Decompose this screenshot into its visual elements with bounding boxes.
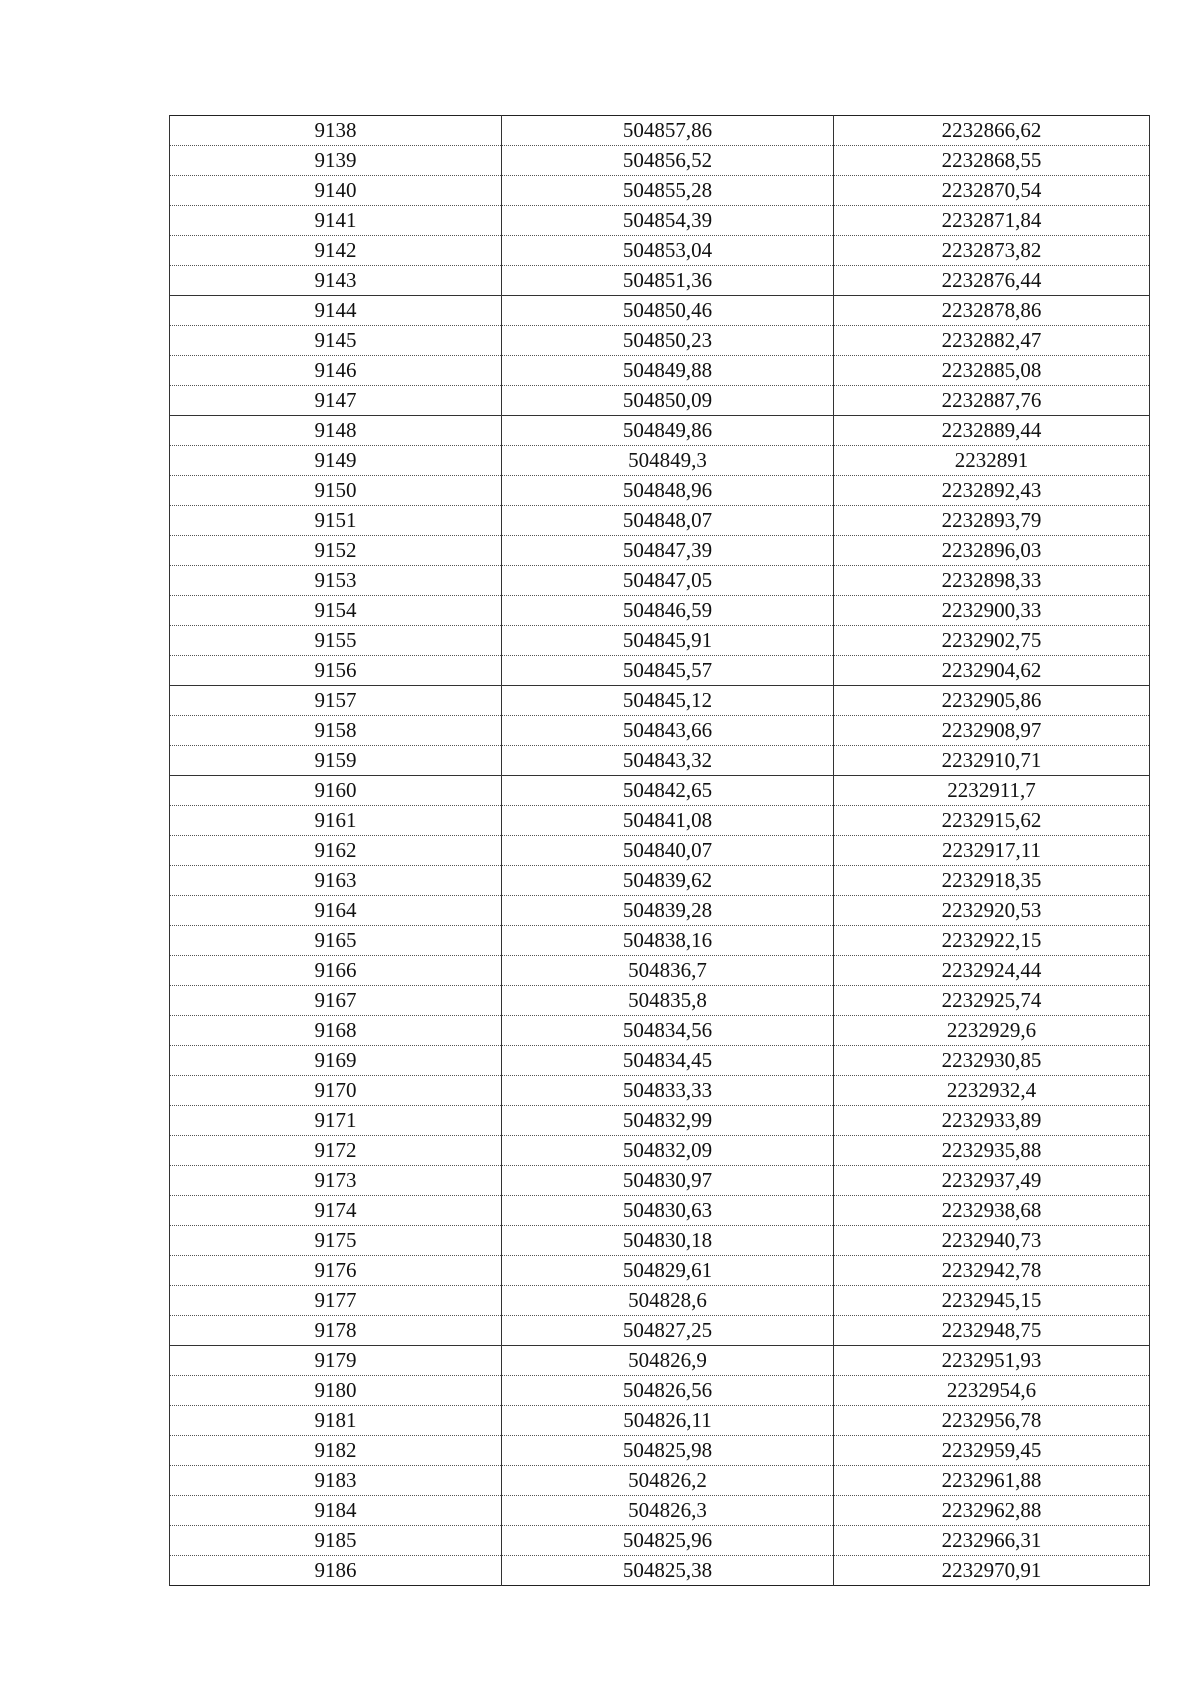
table-row xyxy=(170,1436,1150,1466)
x-coordinate-cell: 504839,28 xyxy=(502,896,834,926)
point-number-cell: 9151 xyxy=(170,506,502,536)
table-row xyxy=(170,866,1150,896)
point-number-cell: 9150 xyxy=(170,476,502,506)
point-number-cell: 9159 xyxy=(170,746,502,776)
y-coordinate-cell: 2232904,62 xyxy=(834,656,1150,686)
y-coordinate-cell: 2232892,43 xyxy=(834,476,1150,506)
x-coordinate-cell: 504842,65 xyxy=(502,776,834,806)
x-coordinate-cell: 504853,04 xyxy=(502,236,834,266)
table-row xyxy=(170,206,1150,236)
point-number-cell: 9181 xyxy=(170,1406,502,1436)
x-coordinate-cell: 504843,32 xyxy=(502,746,834,776)
point-number-cell: 9155 xyxy=(170,626,502,656)
table-row xyxy=(170,356,1150,386)
point-number-cell: 9172 xyxy=(170,1136,502,1166)
table-row xyxy=(170,1046,1150,1076)
x-coordinate-cell: 504845,57 xyxy=(502,656,834,686)
point-number-cell: 9167 xyxy=(170,986,502,1016)
table-row xyxy=(170,986,1150,1016)
x-coordinate-cell: 504826,3 xyxy=(502,1496,834,1526)
y-coordinate-cell: 2232870,54 xyxy=(834,176,1150,206)
y-coordinate-cell: 2232961,88 xyxy=(834,1466,1150,1496)
x-coordinate-cell: 504833,33 xyxy=(502,1076,834,1106)
x-coordinate-cell: 504825,38 xyxy=(502,1556,834,1586)
x-coordinate-cell: 504826,2 xyxy=(502,1466,834,1496)
x-coordinate-cell: 504847,39 xyxy=(502,536,834,566)
point-number-cell: 9164 xyxy=(170,896,502,926)
x-coordinate-cell: 504829,61 xyxy=(502,1256,834,1286)
table-row xyxy=(170,476,1150,506)
x-coordinate-cell: 504850,09 xyxy=(502,386,834,416)
y-coordinate-cell: 2232905,86 xyxy=(834,686,1150,716)
point-number-cell: 9168 xyxy=(170,1016,502,1046)
table-row xyxy=(170,386,1150,416)
point-number-cell: 9163 xyxy=(170,866,502,896)
x-coordinate-cell: 504827,25 xyxy=(502,1316,834,1346)
point-number-cell: 9144 xyxy=(170,296,502,326)
table-row xyxy=(170,1526,1150,1556)
point-number-cell: 9176 xyxy=(170,1256,502,1286)
point-number-cell: 9142 xyxy=(170,236,502,266)
point-number-cell: 9152 xyxy=(170,536,502,566)
table-row xyxy=(170,1256,1150,1286)
y-coordinate-cell: 2232937,49 xyxy=(834,1166,1150,1196)
y-coordinate-cell: 2232908,97 xyxy=(834,716,1150,746)
table-row xyxy=(170,1076,1150,1106)
y-coordinate-cell: 2232876,44 xyxy=(834,266,1150,296)
point-number-cell: 9166 xyxy=(170,956,502,986)
point-number-cell: 9185 xyxy=(170,1526,502,1556)
x-coordinate-cell: 504828,6 xyxy=(502,1286,834,1316)
table-row xyxy=(170,1286,1150,1316)
table-row xyxy=(170,836,1150,866)
y-coordinate-cell: 2232891 xyxy=(834,446,1150,476)
point-number-cell: 9174 xyxy=(170,1196,502,1226)
y-coordinate-cell: 2232917,11 xyxy=(834,836,1150,866)
table-row xyxy=(170,1136,1150,1166)
y-coordinate-cell: 2232911,7 xyxy=(834,776,1150,806)
y-coordinate-cell: 2232885,08 xyxy=(834,356,1150,386)
x-coordinate-cell: 504825,96 xyxy=(502,1526,834,1556)
x-coordinate-cell: 504850,46 xyxy=(502,296,834,326)
point-number-cell: 9161 xyxy=(170,806,502,836)
point-number-cell: 9178 xyxy=(170,1316,502,1346)
table-row xyxy=(170,956,1150,986)
point-number-cell: 9147 xyxy=(170,386,502,416)
point-number-cell: 9156 xyxy=(170,656,502,686)
x-coordinate-cell: 504848,07 xyxy=(502,506,834,536)
y-coordinate-cell: 2232940,73 xyxy=(834,1226,1150,1256)
point-number-cell: 9139 xyxy=(170,146,502,176)
y-coordinate-cell: 2232887,76 xyxy=(834,386,1150,416)
point-number-cell: 9179 xyxy=(170,1346,502,1376)
table-row xyxy=(170,596,1150,626)
x-coordinate-cell: 504830,63 xyxy=(502,1196,834,1226)
table-row xyxy=(170,1556,1150,1586)
x-coordinate-cell: 504845,91 xyxy=(502,626,834,656)
y-coordinate-cell: 2232871,84 xyxy=(834,206,1150,236)
y-coordinate-cell: 2232945,15 xyxy=(834,1286,1150,1316)
y-coordinate-cell: 2232966,31 xyxy=(834,1526,1150,1556)
point-number-cell: 9145 xyxy=(170,326,502,356)
table-row xyxy=(170,656,1150,686)
table-row xyxy=(170,626,1150,656)
table-row xyxy=(170,926,1150,956)
y-coordinate-cell: 2232922,15 xyxy=(834,926,1150,956)
x-coordinate-cell: 504848,96 xyxy=(502,476,834,506)
coordinates-table xyxy=(169,115,1150,1586)
table-row xyxy=(170,896,1150,926)
y-coordinate-cell: 2232915,62 xyxy=(834,806,1150,836)
y-coordinate-cell: 2232910,71 xyxy=(834,746,1150,776)
point-number-cell: 9143 xyxy=(170,266,502,296)
point-number-cell: 9146 xyxy=(170,356,502,386)
table-row xyxy=(170,146,1150,176)
coordinates-table-body xyxy=(170,116,1150,1586)
table-row xyxy=(170,686,1150,716)
y-coordinate-cell: 2232873,82 xyxy=(834,236,1150,266)
y-coordinate-cell: 2232951,93 xyxy=(834,1346,1150,1376)
table-row xyxy=(170,236,1150,266)
point-number-cell: 9180 xyxy=(170,1376,502,1406)
x-coordinate-cell: 504830,97 xyxy=(502,1166,834,1196)
x-coordinate-cell: 504849,86 xyxy=(502,416,834,446)
point-number-cell: 9141 xyxy=(170,206,502,236)
x-coordinate-cell: 504843,66 xyxy=(502,716,834,746)
x-coordinate-cell: 504826,11 xyxy=(502,1406,834,1436)
x-coordinate-cell: 504836,7 xyxy=(502,956,834,986)
table-row xyxy=(170,266,1150,296)
point-number-cell: 9158 xyxy=(170,716,502,746)
table-row xyxy=(170,1466,1150,1496)
x-coordinate-cell: 504826,9 xyxy=(502,1346,834,1376)
table-row xyxy=(170,506,1150,536)
y-coordinate-cell: 2232930,85 xyxy=(834,1046,1150,1076)
y-coordinate-cell: 2232938,68 xyxy=(834,1196,1150,1226)
x-coordinate-cell: 504839,62 xyxy=(502,866,834,896)
table-row xyxy=(170,416,1150,446)
point-number-cell: 9154 xyxy=(170,596,502,626)
x-coordinate-cell: 504838,16 xyxy=(502,926,834,956)
x-coordinate-cell: 504850,23 xyxy=(502,326,834,356)
y-coordinate-cell: 2232900,33 xyxy=(834,596,1150,626)
x-coordinate-cell: 504834,56 xyxy=(502,1016,834,1046)
y-coordinate-cell: 2232866,62 xyxy=(834,116,1150,146)
x-coordinate-cell: 504845,12 xyxy=(502,686,834,716)
y-coordinate-cell: 2232962,88 xyxy=(834,1496,1150,1526)
table-row xyxy=(170,296,1150,326)
y-coordinate-cell: 2232920,53 xyxy=(834,896,1150,926)
y-coordinate-cell: 2232954,6 xyxy=(834,1376,1150,1406)
point-number-cell: 9138 xyxy=(170,116,502,146)
point-number-cell: 9140 xyxy=(170,176,502,206)
y-coordinate-cell: 2232893,79 xyxy=(834,506,1150,536)
table-row xyxy=(170,776,1150,806)
y-coordinate-cell: 2232925,74 xyxy=(834,986,1150,1016)
y-coordinate-cell: 2232929,6 xyxy=(834,1016,1150,1046)
x-coordinate-cell: 504834,45 xyxy=(502,1046,834,1076)
y-coordinate-cell: 2232933,89 xyxy=(834,1106,1150,1136)
point-number-cell: 9173 xyxy=(170,1166,502,1196)
y-coordinate-cell: 2232942,78 xyxy=(834,1256,1150,1286)
point-number-cell: 9175 xyxy=(170,1226,502,1256)
point-number-cell: 9148 xyxy=(170,416,502,446)
table-row xyxy=(170,1316,1150,1346)
point-number-cell: 9149 xyxy=(170,446,502,476)
table-row xyxy=(170,1346,1150,1376)
y-coordinate-cell: 2232932,4 xyxy=(834,1076,1150,1106)
table-row xyxy=(170,1106,1150,1136)
table-row xyxy=(170,1376,1150,1406)
x-coordinate-cell: 504849,88 xyxy=(502,356,834,386)
point-number-cell: 9157 xyxy=(170,686,502,716)
x-coordinate-cell: 504855,28 xyxy=(502,176,834,206)
table-row xyxy=(170,326,1150,356)
y-coordinate-cell: 2232970,91 xyxy=(834,1556,1150,1586)
y-coordinate-cell: 2232948,75 xyxy=(834,1316,1150,1346)
x-coordinate-cell: 504856,52 xyxy=(502,146,834,176)
point-number-cell: 9184 xyxy=(170,1496,502,1526)
table-row xyxy=(170,746,1150,776)
point-number-cell: 9153 xyxy=(170,566,502,596)
point-number-cell: 9165 xyxy=(170,926,502,956)
point-number-cell: 9160 xyxy=(170,776,502,806)
y-coordinate-cell: 2232924,44 xyxy=(834,956,1150,986)
x-coordinate-cell: 504849,3 xyxy=(502,446,834,476)
x-coordinate-cell: 504840,07 xyxy=(502,836,834,866)
y-coordinate-cell: 2232882,47 xyxy=(834,326,1150,356)
table-row xyxy=(170,716,1150,746)
x-coordinate-cell: 504832,99 xyxy=(502,1106,834,1136)
y-coordinate-cell: 2232935,88 xyxy=(834,1136,1150,1166)
y-coordinate-cell: 2232898,33 xyxy=(834,566,1150,596)
table-row xyxy=(170,536,1150,566)
x-coordinate-cell: 504851,36 xyxy=(502,266,834,296)
point-number-cell: 9182 xyxy=(170,1436,502,1466)
point-number-cell: 9169 xyxy=(170,1046,502,1076)
x-coordinate-cell: 504846,59 xyxy=(502,596,834,626)
y-coordinate-cell: 2232902,75 xyxy=(834,626,1150,656)
point-number-cell: 9186 xyxy=(170,1556,502,1586)
y-coordinate-cell: 2232889,44 xyxy=(834,416,1150,446)
x-coordinate-cell: 504835,8 xyxy=(502,986,834,1016)
x-coordinate-cell: 504830,18 xyxy=(502,1226,834,1256)
point-number-cell: 9183 xyxy=(170,1466,502,1496)
point-number-cell: 9177 xyxy=(170,1286,502,1316)
table-row xyxy=(170,806,1150,836)
y-coordinate-cell: 2232918,35 xyxy=(834,866,1150,896)
y-coordinate-cell: 2232868,55 xyxy=(834,146,1150,176)
x-coordinate-cell: 504841,08 xyxy=(502,806,834,836)
x-coordinate-cell: 504847,05 xyxy=(502,566,834,596)
point-number-cell: 9171 xyxy=(170,1106,502,1136)
x-coordinate-cell: 504854,39 xyxy=(502,206,834,236)
x-coordinate-cell: 504832,09 xyxy=(502,1136,834,1166)
table-row xyxy=(170,1016,1150,1046)
x-coordinate-cell: 504825,98 xyxy=(502,1436,834,1466)
table-row xyxy=(170,176,1150,206)
x-coordinate-cell: 504826,56 xyxy=(502,1376,834,1406)
table-row xyxy=(170,566,1150,596)
table-row xyxy=(170,1226,1150,1256)
point-number-cell: 9162 xyxy=(170,836,502,866)
y-coordinate-cell: 2232896,03 xyxy=(834,536,1150,566)
table-row xyxy=(170,446,1150,476)
x-coordinate-cell: 504857,86 xyxy=(502,116,834,146)
table-row xyxy=(170,1496,1150,1526)
table-row xyxy=(170,1406,1150,1436)
y-coordinate-cell: 2232956,78 xyxy=(834,1406,1150,1436)
table-row xyxy=(170,1196,1150,1226)
table-row xyxy=(170,1166,1150,1196)
table-row xyxy=(170,116,1150,146)
point-number-cell: 9170 xyxy=(170,1076,502,1106)
y-coordinate-cell: 2232878,86 xyxy=(834,296,1150,326)
y-coordinate-cell: 2232959,45 xyxy=(834,1436,1150,1466)
